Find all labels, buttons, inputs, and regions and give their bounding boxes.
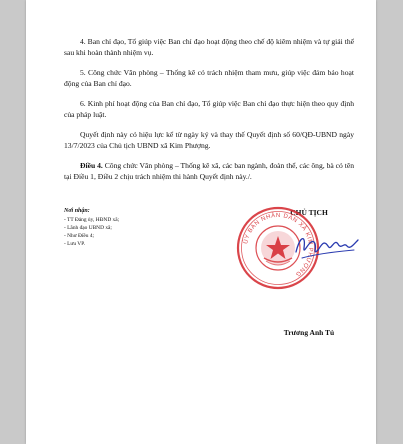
document-page — [26, 0, 376, 444]
signature-block — [64, 208, 354, 358]
recipient-item: - Như Điều 4; — [64, 233, 95, 239]
recipient-item: - Lưu VP. — [64, 241, 85, 247]
paragraph-article-4 — [64, 160, 354, 182]
recipient-item: - Lãnh đạo UBND xã; — [64, 225, 112, 231]
document-body — [64, 36, 354, 337]
signer-title: CHỦ TỊCH — [290, 208, 328, 217]
paragraph-clause-4: 4. Ban chỉ đạo, Tổ giúp việc Ban chỉ đạo hoạt động theo chế độ kiêm nhiệm và tự giải thể sau khi hoàn thành nhiệm vụ. — [64, 37, 354, 57]
recipients-heading: Nơi nhận: — [64, 208, 90, 214]
article-4-label: Điều 4. — [80, 161, 103, 170]
signer-name: Trương Anh Tú — [283, 328, 335, 337]
article-4-text: Công chức Văn phòng – Thống kê xã, các ban ngành, đoàn thể, các ông, bà có tên tại Điều 1, Điều 2 chịu trách nhiệm thi hành Quyết định này./. — [64, 161, 354, 181]
paragraph-effect: Quyết định này có hiệu lực kể từ ngày ký và thay thế Quyết định số 60/QĐ-UBND ngày 13/7/2023 của Chủ tịch UBND xã Kim Phượng. — [64, 130, 354, 150]
recipient-item: - TT Đảng ủy, HĐND xã; — [64, 217, 120, 223]
recipients-list — [64, 208, 184, 248]
handwritten-signature-icon — [292, 228, 362, 264]
seal-text: ỦY BAN NHÂN DÂN XÃ KIM PHƯỢNG — [243, 212, 314, 278]
paragraph-clause-6: 6. Kinh phí hoạt động của Ban chỉ đạo, Tổ giúp việc Ban chỉ đạo thực hiện theo quy định của pháp luật. — [64, 99, 354, 119]
signer-area — [234, 208, 384, 337]
paragraph-clause-5: 5. Công chức Văn phòng – Thống kê có trách nhiệm tham mưu, giúp việc đảm bảo hoạt động của Ban chỉ đạo. — [64, 68, 354, 88]
